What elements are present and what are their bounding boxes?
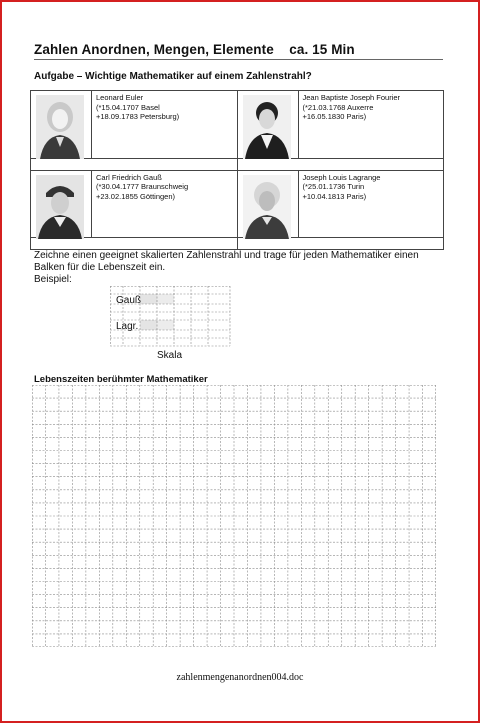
example-grid bbox=[110, 286, 232, 353]
info-fourier bbox=[298, 91, 444, 159]
euler-portrait-image bbox=[36, 95, 84, 159]
title-underline bbox=[34, 59, 443, 60]
gauss-portrait-image bbox=[36, 175, 84, 239]
lagrange-died: +10.04.1813 Paris) bbox=[302, 191, 367, 201]
euler-name: Leonard Euler bbox=[96, 93, 144, 102]
mathematician-table bbox=[30, 90, 444, 250]
lagrange-portrait-image bbox=[243, 175, 291, 239]
worksheet-title: Zahlen Anordnen, Mengen, Elemente ca. 15 Min bbox=[34, 42, 355, 57]
info-lagrange bbox=[298, 170, 444, 238]
example-row-lagrange: Lagr. bbox=[116, 321, 139, 332]
document-filename: zahlenmengenanordnen004.doc bbox=[176, 672, 304, 683]
info-gauss bbox=[92, 170, 238, 238]
portrait-fourier bbox=[237, 91, 298, 159]
scale-label: Skala bbox=[157, 350, 183, 361]
fourier-died: +16.05.1830 Paris) bbox=[302, 112, 367, 121]
instruction-line-2: Balken für die Lebenszeit ein. bbox=[34, 262, 166, 273]
section-heading-lifetimes: Lebenszeiten berühmter Mathematiker bbox=[34, 374, 208, 385]
gauss-born: (*30.04.1777 Braunschweig bbox=[96, 182, 189, 191]
portrait-euler bbox=[31, 91, 92, 159]
lagrange-name: Joseph Louis Lagrange bbox=[302, 172, 381, 182]
fourier-portrait-image bbox=[243, 95, 291, 159]
euler-died: +18.09.1783 Petersburg) bbox=[96, 112, 180, 121]
fourier-name: Jean Baptiste Joseph Fourier bbox=[302, 93, 401, 102]
answer-grid[interactable] bbox=[32, 385, 436, 647]
example-label: Beispiel: bbox=[34, 274, 72, 285]
example-row-gauss: Gauß bbox=[116, 295, 142, 306]
portrait-lagrange bbox=[237, 170, 298, 238]
instruction-text bbox=[34, 250, 444, 286]
instruction-line-1: Zeichne einen geeignet skalierten Zahlenstrahl und trage für jeden Mathematiker einen bbox=[34, 250, 419, 261]
portrait-gauss bbox=[31, 170, 92, 238]
fourier-born: (*21.03.1768 Auxerre bbox=[302, 102, 374, 112]
gauss-name: Carl Friedrich Gauß bbox=[96, 172, 162, 182]
lagrange-born: (*25.01.1736 Turin bbox=[302, 182, 365, 191]
info-euler bbox=[92, 91, 238, 159]
gauss-died: +23.02.1855 Göttingen) bbox=[96, 191, 176, 201]
euler-born: (*15.04.1707 Basel bbox=[96, 102, 160, 112]
task-heading: Aufgabe – Wichtige Mathematiker auf einem Zahlenstrahl? bbox=[34, 71, 312, 82]
